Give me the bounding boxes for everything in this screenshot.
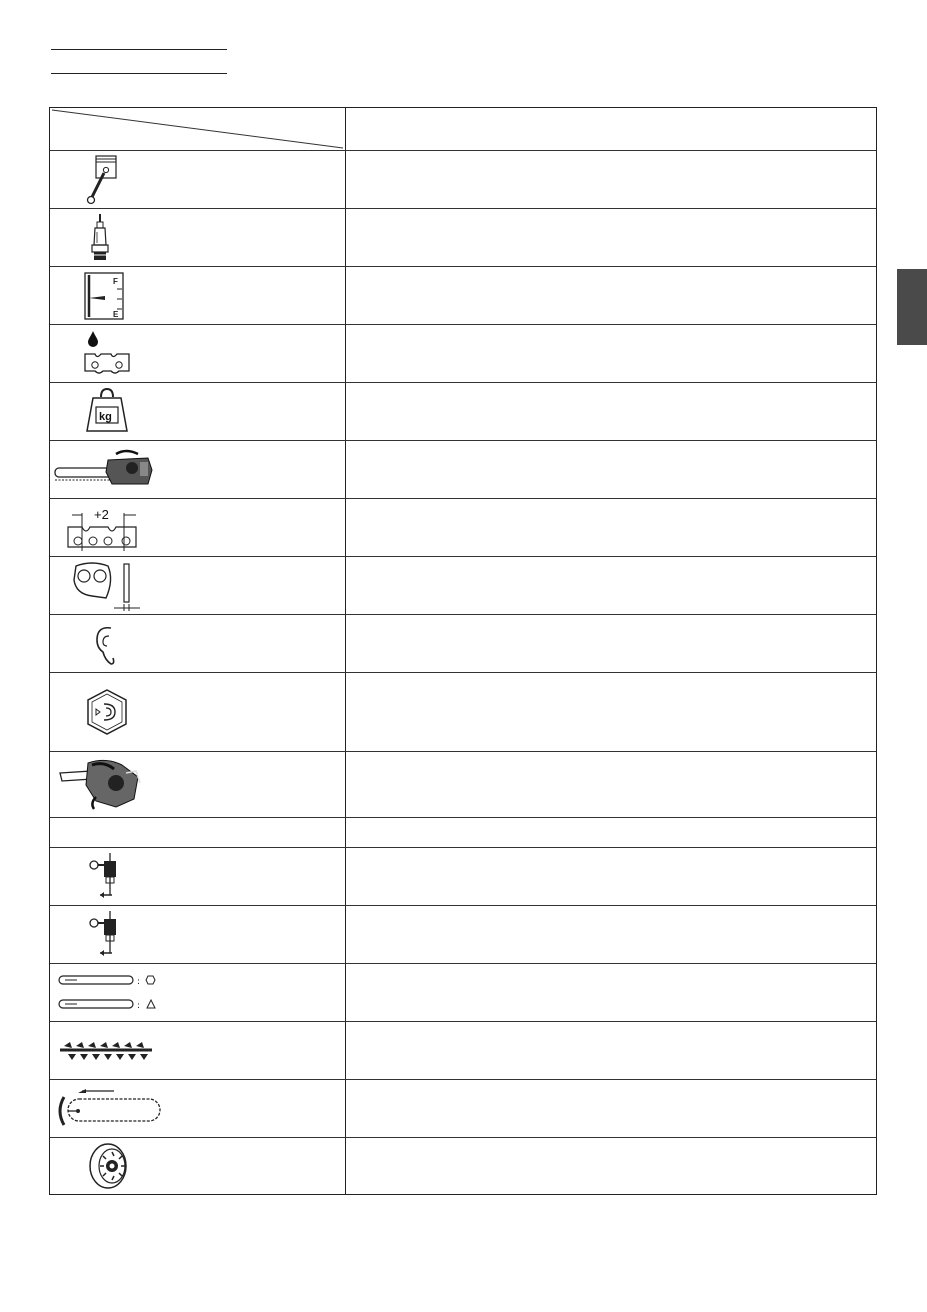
bar-and-chain-icon [54, 1083, 164, 1135]
table-header-row [50, 108, 876, 150]
table-cell [354, 964, 868, 1022]
svg-text::: : [137, 977, 141, 987]
table-cell [354, 818, 868, 848]
vibration-icon [82, 687, 132, 737]
ear-icon [91, 620, 121, 670]
piston-icon [80, 153, 120, 209]
table-row [50, 1137, 876, 1195]
table-row [50, 1079, 876, 1138]
table-row [50, 208, 876, 267]
chain-oil-icon [83, 327, 133, 381]
table-cell [354, 499, 868, 557]
spark-plug-icon [85, 212, 115, 268]
sprocket-icon [86, 1141, 132, 1191]
icon-cell [50, 441, 345, 499]
table-row [50, 498, 876, 557]
icon-cell [50, 1022, 345, 1080]
table-cell [354, 557, 868, 615]
saw-chain-icon [58, 1036, 154, 1066]
icon-cell [50, 848, 345, 906]
table-cell [354, 1022, 868, 1080]
table-row [50, 905, 876, 964]
table-row [50, 817, 876, 848]
icon-cell [50, 615, 345, 673]
table-row [50, 440, 876, 499]
chain-pitch-icon [64, 501, 154, 555]
icon-cell [50, 964, 345, 1022]
icon-cell [50, 151, 345, 209]
icon-cell [50, 1138, 345, 1195]
table-row [50, 672, 876, 752]
icon-cell [50, 383, 345, 441]
icon-cell [50, 209, 345, 267]
table-row [50, 963, 876, 1022]
table-row [50, 1021, 876, 1080]
table-cell [354, 383, 868, 441]
table-row [50, 150, 876, 209]
fuel-gauge-icon [83, 269, 127, 323]
table-row [50, 614, 876, 673]
icon-cell [50, 752, 345, 818]
header-line-1 [51, 49, 227, 50]
table-cell [354, 752, 868, 818]
specification-table [49, 107, 877, 1195]
chainsaw-kickback-icon [56, 755, 146, 815]
table-cell [354, 1138, 868, 1195]
header-line-2 [51, 73, 227, 74]
icon-cell [50, 325, 345, 383]
pitch-label: +2 [94, 507, 109, 522]
section-tab[interactable] [897, 269, 927, 345]
table-cell [354, 1080, 868, 1138]
table-cell [354, 673, 868, 752]
icon-cell [50, 267, 345, 325]
table-row [50, 751, 876, 818]
icon-cell [50, 906, 345, 964]
weight-unit-label: kg [99, 411, 112, 423]
table-row [50, 266, 876, 325]
drive-link-gauge-icon [70, 558, 150, 614]
header-diagonal [50, 108, 345, 150]
icon-cell [50, 673, 345, 752]
icon-cell [50, 818, 345, 848]
table-row [50, 382, 876, 441]
gauge-empty-label: E [113, 310, 119, 319]
table-cell [354, 209, 868, 267]
icon-cell [50, 499, 345, 557]
carburetor-adjust-icon [86, 909, 122, 961]
header-diagonal-cell [50, 108, 345, 150]
icon-cell [50, 557, 345, 615]
icon-cell [50, 1080, 345, 1138]
table-row [50, 847, 876, 906]
svg-text::: : [137, 1001, 141, 1011]
table-cell [354, 848, 868, 906]
gauge-full-label: F [113, 277, 118, 286]
table-cell [354, 441, 868, 499]
table-row [50, 324, 876, 383]
table-cell [354, 151, 868, 209]
weight-kg-icon [83, 385, 133, 439]
chainsaw-icon [52, 446, 162, 496]
table-cell [354, 906, 868, 964]
carburetor-adjust-icon [86, 851, 122, 903]
table-cell [354, 325, 868, 383]
table-cell [354, 615, 868, 673]
guide-bar-icon [57, 968, 167, 1018]
table-cell [354, 108, 868, 150]
table-cell [354, 267, 868, 325]
table-row [50, 556, 876, 615]
